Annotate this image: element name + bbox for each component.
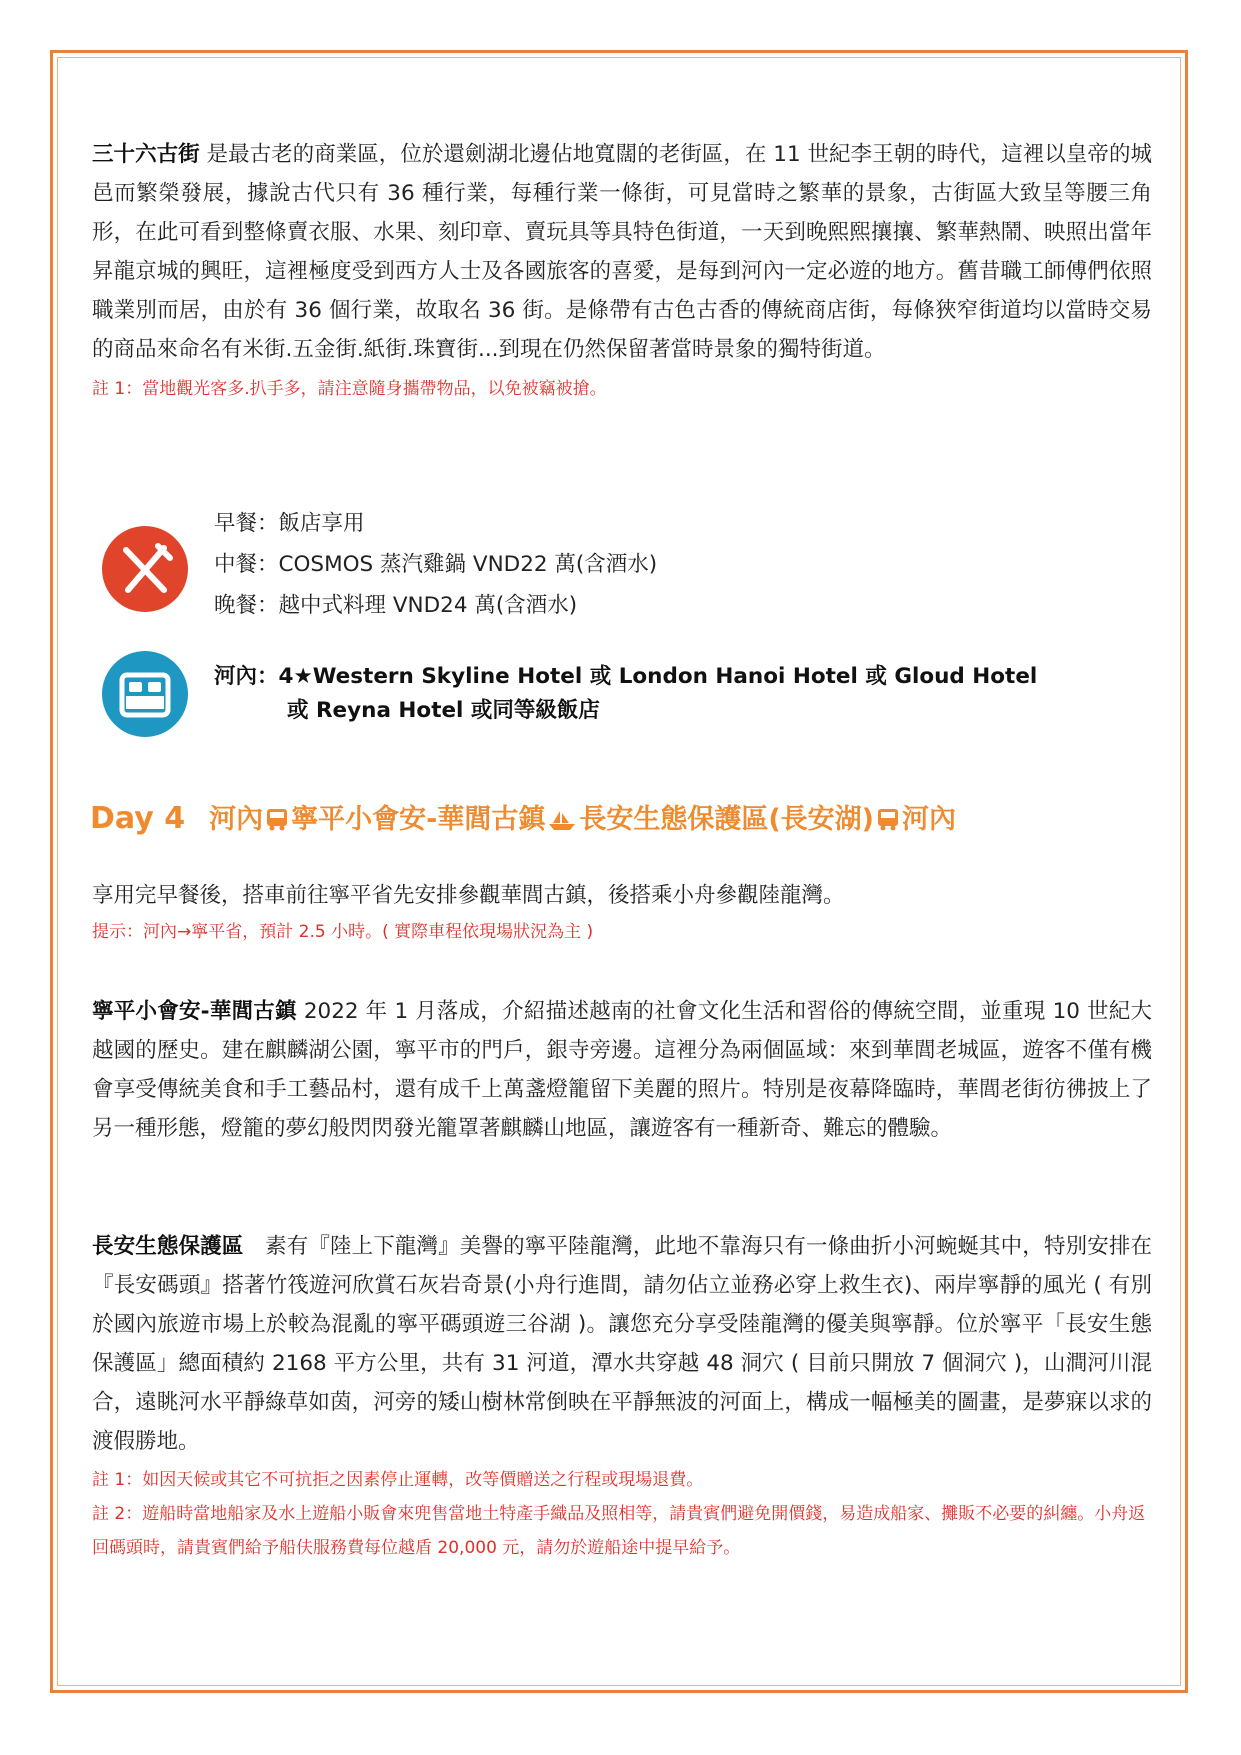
route-stop-1: 河內 — [209, 804, 264, 835]
breakfast-line: 早餐：飯店享用 — [214, 511, 365, 536]
hotel-line-2: 或 Reyna Hotel 或同等級飯店 — [287, 698, 600, 723]
hoalu-paragraph — [92, 992, 1152, 1148]
streets-body: 是最古老的商業區，位於還劍湖北邊佔地寬闊的老街區，在 11 世紀李王朝的時代，這裡以皇帝的城邑而繁榮發展，據說古代只有 36 種行業，每種行業一條街，可見當時之繁華的景象，古街區大致呈等腰三角形，在此可看到整條賣衣服、水果、刻印章、賣玩具等具特色街道，一天到晚熙熙攘攘、繁華熱鬧、映照出當年昇龍京城的興旺，這裡極度受到西方人士及各國旅客的喜愛，是每到河內一定必遊的地方。舊昔職工師傅們依照職業別而居，由於有 36 個行業，故取名 36 街。是條帶有古色古香的傳統商店街，每條狹窄街道均以當時交易的商品來命名有米街.五金街.紙街.珠寶街...到現在仍然保留著當時景象的獨特街道。 — [92, 142, 1152, 362]
dinner-line: 晚餐：越中式料理 VND24 萬(含酒水) — [214, 593, 578, 618]
trangan-note-2: 註 2：遊船時當地船家及水上遊船小販會來兜售當地土特產手織品及照相等，請貴賓們避免開價錢，易造成船家、攤販不必要的糾纏。小舟返回碼頭時，請貴賓們給予船伕服務費每位越盾 20,000 元，請勿於遊船途中提早給予。 — [92, 1504, 1146, 1558]
trangan-body: 素有『陸上下龍灣』美譽的寧平陸龍灣，此地不靠海只有一條曲折小河蜿蜒其中，特別安排在『長安碼頭』搭著竹筏遊河欣賞石灰岩奇景(小舟行進間，請勿佔立並務必穿上救生衣)、兩岸寧靜的風光 ( 有別於國內旅遊市場上於較為混亂的寧平碼頭遊三谷湖 )。讓您充分享受陸龍灣的優美與寧靜。位於寧平「長安生態保護區」總面積約 2168 平方公里，共有 31 河道，潭水共穿越 48 洞穴 ( 目前只開放 7 個洞穴 )，山澗河川混合，遠眺河水平靜綠草如茵，河旁的矮山樹林常倒映在平靜無波的河面上，構成一幅極美的圖畫，是夢寐以求的渡假勝地。 — [92, 1234, 1152, 1454]
lunch-line: 中餐：COSMOS 蒸汽雞鍋 VND22 萬(含酒水) — [214, 552, 658, 577]
hotel-info — [214, 660, 1037, 728]
day4-tip: 提示：河內→寧平省，預計 2.5 小時。( 實際車程依現場狀況為主 ) — [92, 922, 594, 942]
streets-note: 註 1：當地觀光客多.扒手多，請注意隨身攜帶物品，以免被竊被搶。 — [92, 379, 607, 399]
day4-heading — [90, 797, 956, 836]
streets-paragraph — [92, 135, 1152, 369]
trangan-paragraph — [92, 1227, 1152, 1461]
streets-title: 三十六古街 — [92, 142, 200, 167]
route-stop-2: 寧平小會安-華閭古鎮 — [291, 804, 546, 835]
route-stop-4: 河內 — [902, 804, 957, 835]
utensils-icon — [102, 526, 188, 612]
day4-intro: 享用完早餐後，搭車前往寧平省先安排參觀華閭古鎮，後搭乘小舟參觀陸龍灣。 — [92, 883, 845, 908]
trangan-note-1: 註 1：如因天候或其它不可抗拒之因素停止運轉，改等價贈送之行程或現場退費。 — [92, 1470, 704, 1490]
hoalu-body: 2022 年 1 月落成，介紹描述越南的社會文化生活和習俗的傳統空間，並重現 10 世紀大越國的歷史。建在麒麟湖公園，寧平市的門戶，銀寺旁邊。這裡分為兩個區域：來到華閭老城區，遊客不僅有機會享受傳統美食和手工藝品村，還有成千上萬盞燈籠留下美麗的照片。特別是夜幕降臨時，華閭老街彷彿披上了另一種形態，燈籠的夢幻般閃閃發光籠罩著麒麟山地區，讓遊客有一種新奇、難忘的體驗。 — [92, 999, 1152, 1141]
meal-info — [214, 503, 657, 626]
route-stop-3: 長安生態保護區(長安湖) — [579, 804, 875, 835]
section-36-streets — [92, 135, 1152, 406]
section-trangan — [92, 1227, 1152, 1565]
bus-icon — [266, 807, 288, 831]
trangan-title: 長安生態保護區 — [92, 1234, 244, 1259]
boat-icon — [548, 807, 576, 831]
section-hoalu — [92, 992, 1152, 1148]
bed-icon — [102, 651, 188, 737]
day-number: Day 4 — [90, 801, 186, 836]
bus-icon — [877, 807, 899, 831]
hoalu-title: 寧平小會安-華閭古鎮 — [92, 999, 297, 1024]
hotel-line-1: 河內：4★Western Skyline Hotel 或 London Hanoi Hotel 或 Gloud Hotel — [214, 664, 1038, 689]
day4-intro-block — [92, 876, 1152, 949]
